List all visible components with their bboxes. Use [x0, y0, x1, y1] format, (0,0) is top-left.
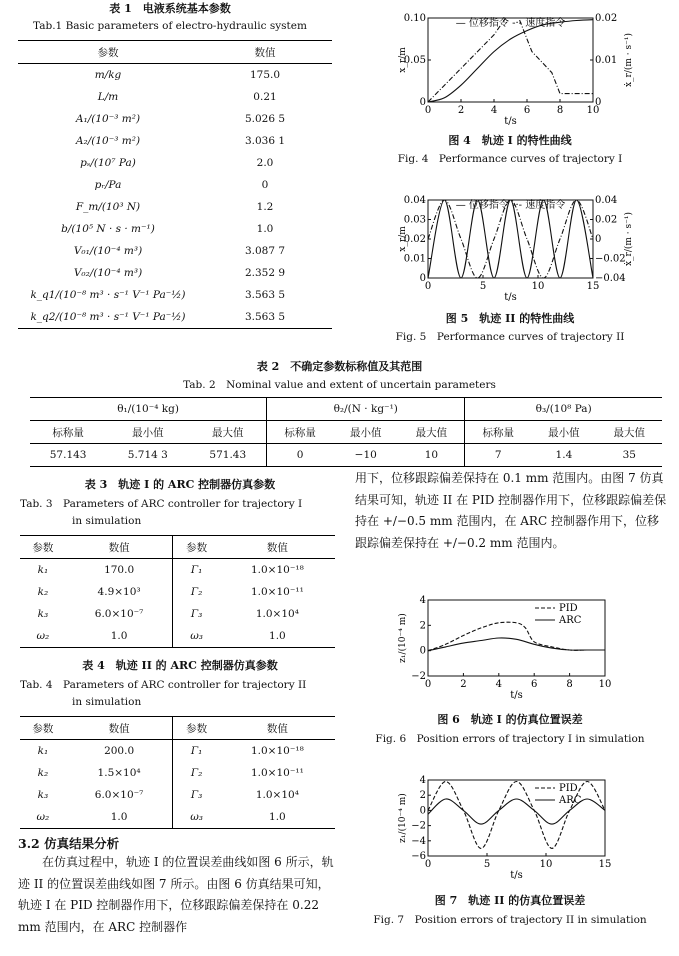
y-tick-label: 0.04 [403, 195, 426, 206]
x-tick-label: 4 [495, 679, 502, 690]
table2-sub-header: 最小值 [350, 426, 382, 439]
fig4-caption-en: Fig. 4 Performance curves of trajectory I [397, 153, 623, 165]
fig5-caption-en: Fig. 5 Performance curves of trajectory II [395, 331, 625, 343]
fig6-caption-en: Fig. 6 Position errors of trajectory I in simulation [375, 733, 645, 745]
table3-cell: 6.0×10⁻⁷ [94, 608, 144, 620]
series-pid-line [428, 782, 605, 849]
legend-pid-label: PID [559, 783, 578, 794]
table3-title-en-2: in simulation [72, 515, 142, 527]
table1-param-cell: A₁/(10⁻³ m²) [75, 113, 141, 125]
x-tick-label: 10 [598, 679, 612, 690]
fig6-chart [395, 592, 679, 702]
fig6-caption-cn: 图 6 轨迹 I 的仿真位置误差 [437, 713, 583, 726]
table3-header: 参数 [32, 541, 54, 554]
table-row [20, 559, 335, 582]
table2-title-cn: 表 2 不确定参数标称值及其范围 [256, 360, 423, 373]
y-axis-label: z₁/(10⁻⁴ m) [398, 793, 408, 843]
table1-param-cell: V₀₂/(10⁻⁴ m³) [73, 267, 143, 279]
y-tick-label: −2 [411, 671, 426, 682]
table4-cell: 1.0 [269, 811, 286, 823]
x-tick-label: 0 [424, 281, 432, 292]
table4-cell: ω₃ [173, 806, 220, 829]
table1-value-cell: 3.036 1 [244, 135, 286, 147]
series-displacement-line [428, 20, 593, 102]
table2-value-cell: −10 [354, 449, 377, 461]
y2-axis-label: ẋ_r/(m · s⁻¹) [624, 211, 634, 267]
y-tick-label: 0.03 [403, 214, 426, 226]
table4-header: 数值 [108, 722, 130, 735]
table3-cell: Γ₃ [173, 603, 220, 625]
y2-tick-label: 0.01 [595, 55, 618, 66]
x-tick-label: 6 [531, 679, 538, 690]
fig5-caption-cn: 图 5 轨迹 II 的特性曲线 [445, 312, 575, 325]
table-row [18, 306, 332, 329]
series-arc-line [428, 638, 605, 651]
table3-header: 参数 [173, 536, 220, 559]
y2-tick-label: −0.02 [595, 253, 626, 265]
table1-param-cell: m/kg [94, 69, 122, 81]
table3-cell: 1.0 [110, 630, 128, 642]
table-row [18, 174, 332, 196]
table1-value-cell: 2.0 [256, 157, 274, 169]
fig5-chart [395, 180, 679, 303]
table4-cell: Γ₁ [173, 740, 220, 763]
table1-value-cell: 5.026 5 [244, 113, 286, 125]
table4-cell: 1.0×10⁻¹⁸ [250, 745, 304, 757]
section-paragraph-left: 在仿真过程中，轨迹 I 的位置误差曲线如图 6 所示，轨迹 II 的位置误差曲线如图 7 所示。由图 6 仿真结果可知，轨迹 I 在 PID 控制器作用下，位移跟踪偏差保持在 0.22 mm 范围内，在 ARC 控制器作 [18, 855, 334, 934]
table1-value-cell: 0 [261, 179, 269, 191]
table-row [20, 581, 335, 603]
table-row [18, 64, 332, 87]
y-tick-label: 2 [419, 620, 426, 632]
x-tick-label: 5 [479, 281, 487, 292]
table2-sub-header: 最大值 [613, 426, 646, 439]
table-row [18, 262, 332, 284]
x-tick-label: 2 [460, 679, 467, 690]
y-tick-label: −4 [411, 835, 426, 847]
table2-sub-header: 最小值 [132, 426, 164, 439]
fig4-caption-cn: 图 4 轨迹 I 的特性曲线 [448, 134, 572, 147]
y-tick-label: 0 [419, 97, 426, 108]
x-tick-label: 6 [523, 105, 531, 116]
table4-cell: 1.0×10⁴ [255, 789, 299, 801]
table4-cell: 1.0×10⁻¹¹ [250, 767, 304, 779]
x-tick-label: 10 [531, 281, 545, 292]
y-tick-label: 0 [419, 805, 426, 817]
table1-value-cell: 3.563 5 [244, 289, 286, 301]
table2-value-cell: 0 [267, 444, 333, 467]
y-tick-label: 4 [419, 775, 426, 786]
y-tick-label: 0.10 [403, 13, 426, 24]
table-row [20, 784, 335, 806]
table-row [18, 240, 332, 262]
y2-tick-label: 0.04 [595, 195, 618, 206]
series-velocity-line [428, 18, 593, 102]
table-row [18, 218, 332, 240]
table-row [18, 196, 332, 218]
y-tick-label: 2 [419, 790, 426, 802]
y-axis-label: x_r/m [398, 226, 408, 252]
table4-cell: k₂ [37, 767, 49, 779]
table1-title-en: Tab.1 Basic parameters of electro-hydraulic system [33, 20, 307, 32]
plot-frame [428, 600, 605, 676]
fig7-caption-en: Fig. 7 Position errors of trajectory II in simulation [373, 914, 647, 926]
x-tick-label: 5 [483, 859, 491, 870]
y-tick-label: 4 [419, 595, 426, 606]
x-axis-label: t/s [504, 292, 517, 303]
table4-cell: 6.0×10⁻⁷ [94, 789, 144, 801]
fig4-chart [395, 0, 679, 127]
table1-header-value: 数值 [254, 46, 276, 59]
table3-cell: 1.0×10⁻¹⁸ [250, 564, 304, 576]
table1-param-cell: F_m/(10³ N) [75, 201, 141, 213]
table4-cell: 200.0 [104, 745, 135, 757]
section-paragraph-right: 用下，位移跟踪偏差保持在 0.1 mm 范围内。由图 7 仿真结果可知，轨迹 II 在 PID 控制器作用下，位移跟踪偏差保持在 +/−0.5 mm 范围内，在 ARC 控制器作用下，位移跟踪偏差保持在 +/−0.2 mm 范围内。 [355, 471, 667, 550]
table4-cell: ω₂ [36, 811, 50, 823]
x-axis-label: t/s [510, 870, 523, 881]
x-tick-label: 10 [586, 105, 600, 116]
table3-title-cn: 表 3 轨迹 I 的 ARC 控制器仿真参数 [84, 478, 276, 491]
table4-cell: Γ₃ [173, 784, 220, 806]
table-row [18, 130, 332, 152]
table4-header: 数值 [266, 722, 288, 735]
table2-group-header: θ₁/(10⁻⁴ kg) [30, 398, 267, 421]
plot-frame [428, 18, 593, 102]
x-tick-label: 8 [556, 105, 564, 116]
table3-cell: Γ₁ [173, 559, 220, 582]
x-tick-label: 2 [457, 105, 465, 116]
x-tick-label: 8 [566, 679, 573, 690]
table4-cell: k₃ [37, 789, 49, 801]
table1-value-cell: 1.0 [256, 223, 274, 235]
table4-header: 参数 [173, 717, 220, 740]
table3-cell: k₁ [37, 564, 49, 576]
table3-cell: ω₂ [36, 630, 50, 642]
table1-title-cn: 表 1 电液系统基本参数 [109, 2, 231, 15]
table1-param-cell: k_q1/(10⁻⁸ m³ · s⁻¹ V⁻¹ Pa⁻½) [30, 289, 186, 301]
table3-header: 数值 [266, 541, 288, 554]
x-tick-label: 0 [424, 859, 432, 870]
table2-value-cell: 1.4 [555, 449, 573, 461]
table3-cell: k₂ [37, 586, 49, 598]
table-row [20, 762, 335, 784]
x-tick-label: 15 [598, 859, 612, 870]
table2-value-cell: 35 [622, 449, 636, 461]
y-tick-label: 0 [419, 273, 426, 284]
table1-header-param: 参数 [97, 46, 119, 59]
table-row [18, 152, 332, 174]
table2-sub-header: 标称量 [52, 426, 84, 439]
table1-value-cell: 3.087 7 [244, 245, 286, 257]
table-row [20, 806, 335, 829]
y2-tick-label: −0.04 [595, 273, 626, 284]
table2-group-header: θ₂/(N · kg⁻¹) [267, 398, 465, 421]
fig7-caption-cn: 图 7 轨迹 II 的仿真位置误差 [434, 894, 586, 907]
legend-arc-label: ARC [559, 795, 582, 806]
table3-title-en: Tab. 3 Parameters of ARC controller for trajectory I [20, 498, 303, 510]
table2-value-cell: 7 [465, 444, 531, 467]
table3-cell: Γ₂ [173, 581, 220, 603]
y2-tick-label: 0.02 [595, 13, 618, 24]
table-row [18, 108, 332, 130]
y2-tick-label: 0 [595, 97, 602, 108]
table4-title-en: Tab. 4 Parameters of ARC controller for trajectory II [20, 679, 307, 691]
table-row [18, 86, 332, 108]
table-row [20, 625, 335, 648]
table3-cell: 4.9×10³ [97, 586, 141, 598]
table2-value-cell: 5.714 3 [127, 449, 168, 461]
x-tick-label: 4 [490, 105, 498, 116]
y-tick-label: −2 [411, 820, 426, 832]
y-axis-label: z₁/(10⁻⁴ m) [398, 613, 408, 663]
table2-sub-header: 最大值 [415, 426, 448, 439]
table1-value-cell: 2.352 9 [244, 267, 286, 279]
y2-tick-label: 0 [595, 234, 602, 245]
table2-value-cell: 57.143 [49, 449, 87, 461]
x-tick-label: 0 [424, 679, 432, 690]
table3 [20, 535, 335, 648]
table1-value-cell: 3.563 5 [244, 311, 286, 323]
table4-cell: k₁ [37, 745, 49, 757]
table1-param-cell: b/(10⁵ N · s · m⁻¹) [61, 223, 155, 235]
table2-title-en: Tab. 2 Nominal value and extent of uncertain parameters [183, 379, 496, 391]
table1-value-cell: 1.2 [256, 201, 274, 213]
x-tick-label: 10 [539, 859, 553, 870]
table-row [20, 740, 335, 763]
chart-legend: — 位移指令 -·- 速度指令 [455, 18, 566, 29]
table3-cell: ω₃ [173, 625, 220, 648]
section-heading: 3.2 仿真结果分析 [18, 836, 120, 851]
table1-param-cell: pᵣ/Pa [94, 179, 122, 191]
table1-param-cell: L/m [97, 91, 119, 103]
table3-cell: k₃ [37, 608, 49, 620]
table-row [18, 284, 332, 306]
x-tick-label: 0 [424, 105, 432, 116]
y-tick-label: 0.02 [403, 234, 426, 245]
table3-cell: 1.0×10⁴ [255, 608, 299, 620]
series-displacement-line [428, 200, 593, 278]
table2-group-header: θ₃/(10⁸ Pa) [465, 398, 662, 421]
table2-sub-header: 最小值 [548, 426, 580, 439]
y-tick-label: 0.01 [403, 253, 426, 265]
y-tick-label: 0 [419, 645, 426, 657]
table-row [20, 603, 335, 625]
table2-value-cell: 571.43 [209, 449, 247, 461]
table2-sub-header: 最大值 [212, 426, 244, 439]
y-tick-label: −6 [411, 851, 426, 862]
legend-pid-label: PID [559, 603, 578, 614]
table4-header: 参数 [32, 722, 54, 735]
table2-value-cell: 10 [424, 449, 439, 461]
table1-param-cell: V₀₁/(10⁻⁴ m³) [73, 245, 143, 257]
table2-sub-header: 标称量 [465, 421, 531, 444]
chart-legend: — 位移指令 -·- 速度指令 [455, 200, 566, 211]
table2-sub-header: 标称量 [267, 421, 333, 444]
fig7-chart [395, 770, 679, 880]
table1-param-cell: A₂/(10⁻³ m²) [75, 135, 141, 147]
x-axis-label: t/s [510, 690, 523, 701]
table3-cell: 1.0×10⁻¹¹ [250, 586, 304, 598]
table1-param-cell: pₛ/(10⁷ Pa) [80, 157, 136, 169]
y2-axis-label: ẋ_r/(m · s⁻¹) [624, 32, 634, 88]
table4-cell: 1.5×10⁴ [97, 767, 141, 779]
y-tick-label: 0.05 [403, 55, 426, 66]
y2-tick-label: 0.02 [595, 214, 618, 226]
table1-value-cell: 0.21 [253, 91, 277, 103]
table4-cell: Γ₂ [173, 762, 220, 784]
table4-title-cn: 表 4 轨迹 II 的 ARC 控制器仿真参数 [82, 659, 278, 672]
table2 [30, 397, 662, 467]
table3-header: 数值 [108, 541, 130, 554]
x-tick-label: 15 [586, 281, 600, 292]
table3-cell: 1.0 [269, 630, 286, 642]
table1-param-cell: k_q2/(10⁻⁸ m³ · s⁻¹ V⁻¹ Pa⁻½) [30, 311, 186, 323]
table4-cell: 1.0 [110, 811, 128, 823]
table1 [18, 40, 332, 329]
table4 [20, 716, 335, 829]
table3-cell: 170.0 [104, 564, 135, 576]
x-axis-label: t/s [504, 116, 517, 127]
table4-title-en-2: in simulation [72, 696, 142, 708]
table1-value-cell: 175.0 [249, 69, 281, 81]
y-axis-label: x_r/m [398, 47, 408, 73]
legend-arc-label: ARC [559, 615, 582, 626]
series-pid-line [428, 622, 605, 651]
